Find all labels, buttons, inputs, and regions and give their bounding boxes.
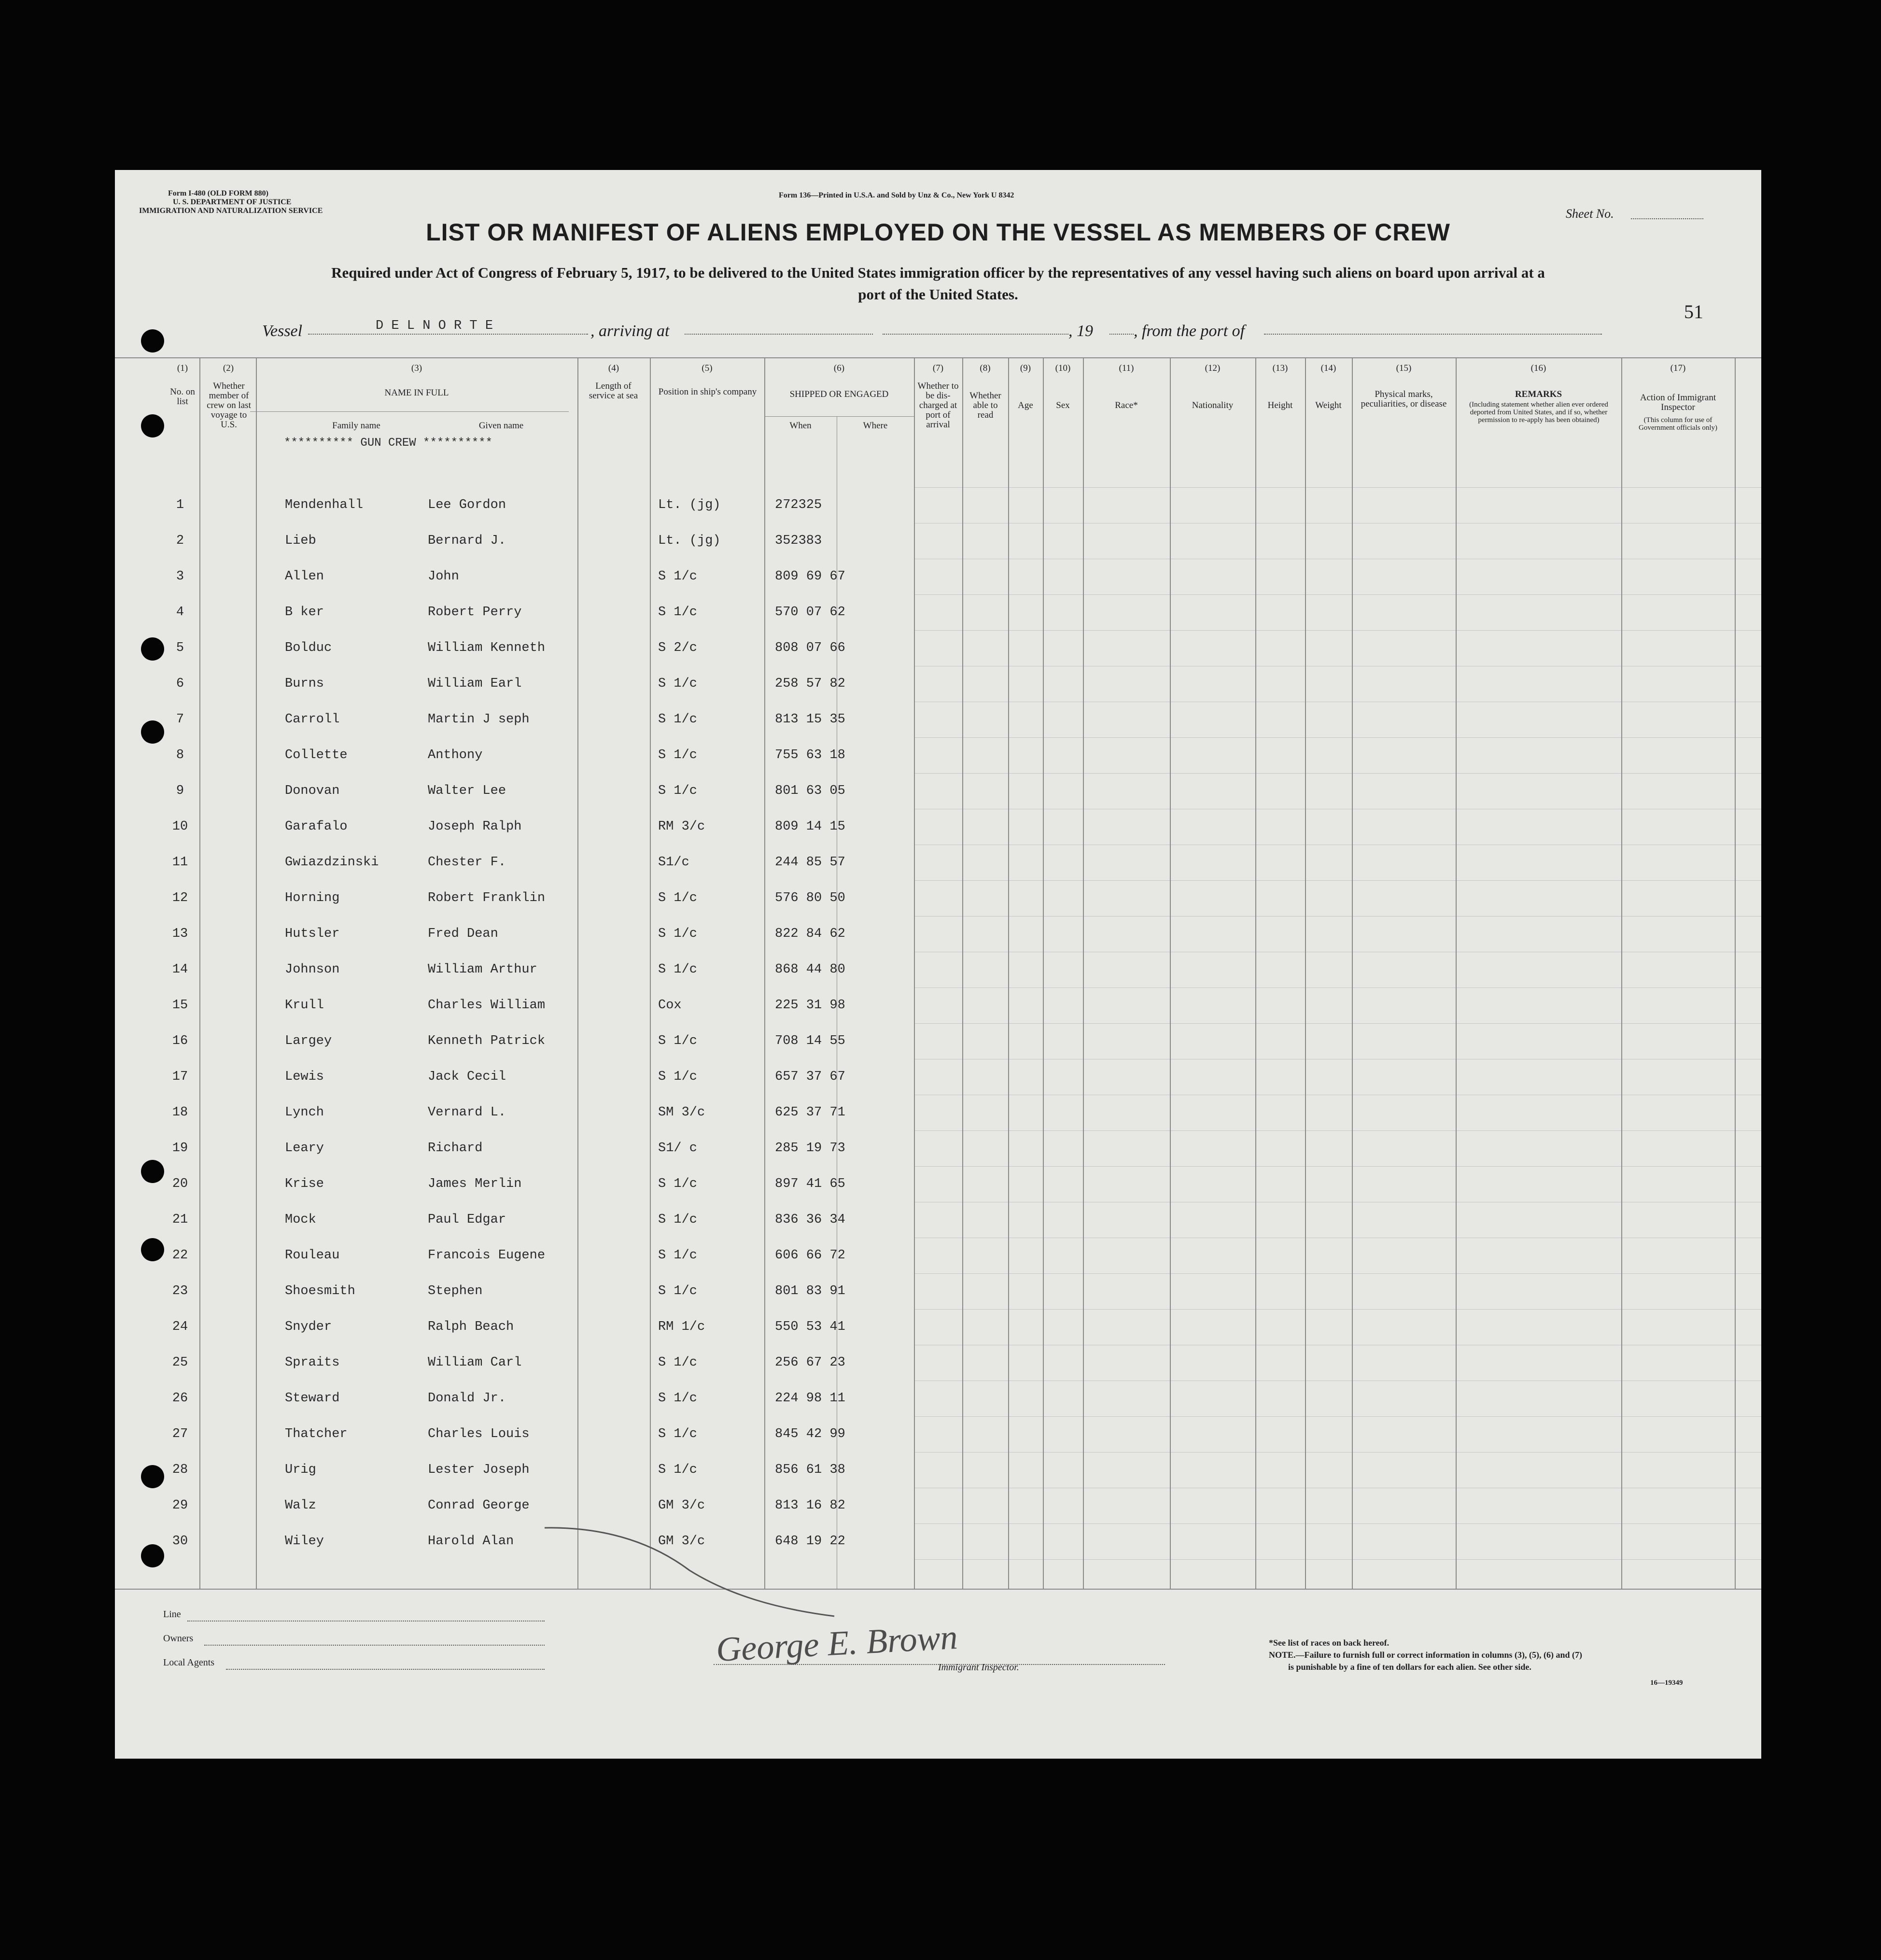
- table-row: [115, 956, 1761, 991]
- position: S 1/c: [658, 1034, 698, 1048]
- col-label-where: Where: [863, 421, 888, 431]
- table-row: [115, 1099, 1761, 1134]
- shipped-when: 272325: [775, 498, 822, 512]
- row-number: 21: [172, 1213, 188, 1227]
- table-row: [115, 1456, 1761, 1492]
- row-number: 6: [176, 677, 184, 691]
- position: RM 3/c: [658, 819, 705, 834]
- row-number: 14: [172, 962, 188, 977]
- arriving-at-field: [685, 322, 873, 335]
- position: S 1/c: [658, 605, 698, 620]
- table-row: [115, 491, 1761, 527]
- owners-field: [204, 1633, 545, 1646]
- shipped-when: 256 67 23: [775, 1355, 845, 1370]
- given-name: Donald Jr.: [428, 1391, 506, 1406]
- punch-hole: [141, 1544, 164, 1567]
- vessel-name: D E L N O R T E: [376, 319, 493, 333]
- races-note: *See list of races on back hereof.: [1269, 1638, 1390, 1648]
- given-name: Chester F.: [428, 855, 506, 870]
- section-label-gun-crew: ********** GUN CREW **********: [284, 437, 493, 450]
- page-number: 51: [1684, 301, 1703, 323]
- family-name: Krise: [285, 1177, 324, 1191]
- department-name: U. S. DEPARTMENT OF JUSTICE: [173, 198, 292, 206]
- family-name: Horning: [285, 891, 340, 905]
- col-num-10: (10): [1055, 363, 1071, 373]
- subtitle-line-2: port of the United States.: [858, 286, 1018, 303]
- col-num-13: (13): [1272, 363, 1288, 373]
- row-number: 7: [176, 712, 184, 727]
- table-row: [115, 1206, 1761, 1241]
- table-row: [115, 813, 1761, 848]
- col-label-physical-marks: Physical marks, peculiarities, or disease: [1361, 389, 1447, 409]
- col-num-7: (7): [932, 363, 944, 373]
- given-name: Walter Lee: [428, 784, 506, 798]
- family-name: Mock: [285, 1213, 316, 1227]
- table-row: [115, 1277, 1761, 1313]
- punch-hole: [141, 720, 164, 744]
- col-label-weight: Weight: [1315, 400, 1342, 410]
- col-label-name-in-full: NAME IN FULL: [384, 388, 449, 398]
- penalty-note-line-1: NOTE.—Failure to furnish full or correct information in columns (3), (5), (6) and (7): [1269, 1650, 1582, 1660]
- col-note-inspector-action: (This column for use of Government officials only): [1638, 416, 1717, 432]
- shipped-when: 813 16 82: [775, 1498, 845, 1513]
- position: RM 1/c: [658, 1320, 705, 1334]
- shipped-when: 224 98 11: [775, 1391, 845, 1406]
- sheet-number-field: [1631, 207, 1703, 219]
- manifest-sheet: [115, 170, 1761, 1759]
- family-name: Donovan: [285, 784, 340, 798]
- position: S 1/c: [658, 1355, 698, 1370]
- family-name: Largey: [285, 1034, 332, 1048]
- col-label-sex: Sex: [1056, 400, 1070, 410]
- col-num-11: (11): [1119, 363, 1134, 373]
- shipped-when: 809 14 15: [775, 819, 845, 834]
- table-row: [115, 848, 1761, 884]
- penalty-note-line-2: is punishable by a fine of ten dollars for each alien. See other side.: [1288, 1662, 1531, 1672]
- page-title: LIST OR MANIFEST OF ALIENS EMPLOYED ON THE VESSEL AS MEMBERS OF CREW: [426, 219, 1450, 246]
- row-number: 4: [176, 605, 184, 620]
- row-number: 24: [172, 1320, 188, 1334]
- col-label-inspector-action: Action of Immigrant Inspector: [1640, 393, 1716, 412]
- col-num-16: (16): [1530, 363, 1546, 373]
- shipped-when: 809 69 67: [775, 569, 845, 584]
- given-name: Stephen: [428, 1284, 483, 1298]
- table-row: [115, 1027, 1761, 1063]
- row-number: 1: [176, 498, 184, 512]
- position: S 1/c: [658, 1177, 698, 1191]
- col-num-5: (5): [702, 363, 713, 373]
- given-name: James Merlin: [428, 1177, 522, 1191]
- family-name: Urig: [285, 1463, 316, 1477]
- table-row: [115, 920, 1761, 956]
- family-name: Burns: [285, 677, 324, 691]
- position: S 1/c: [658, 1427, 698, 1441]
- given-name: Robert Franklin: [428, 891, 546, 905]
- given-name: Harold Alan: [428, 1534, 514, 1549]
- row-number: 20: [172, 1177, 188, 1191]
- row-number: 27: [172, 1427, 188, 1441]
- row-number: 16: [172, 1034, 188, 1048]
- family-name: Spraits: [285, 1355, 340, 1370]
- table-row: [115, 598, 1761, 634]
- col-num-4: (4): [608, 363, 619, 373]
- row-number: 22: [172, 1248, 188, 1263]
- table-row: [115, 1349, 1761, 1384]
- table-row: [115, 1384, 1761, 1420]
- row-number: 10: [172, 819, 188, 834]
- given-name: William Arthur: [428, 962, 537, 977]
- inspector-signature: George E. Brown: [715, 1617, 959, 1669]
- given-name: Ralph Beach: [428, 1320, 514, 1334]
- col-num-17: (17): [1670, 363, 1686, 373]
- given-name: Bernard J.: [428, 534, 506, 548]
- punch-hole: [141, 329, 164, 353]
- col-label-position: Position in ship's company: [658, 387, 757, 397]
- position: GM 3/c: [658, 1534, 705, 1549]
- shipped-when: 822 84 62: [775, 927, 845, 941]
- shipped-when: 258 57 82: [775, 677, 845, 691]
- position: S 1/c: [658, 712, 698, 727]
- shipped-when: 225 31 98: [775, 998, 845, 1013]
- shipped-when: 657 37 67: [775, 1070, 845, 1084]
- family-name: Bolduc: [285, 641, 332, 655]
- shipped-when: 755 63 18: [775, 748, 845, 762]
- sheet-number-label: Sheet No.: [1566, 207, 1614, 221]
- shipped-when: 285 19 73: [775, 1141, 845, 1156]
- col-label-family-name: Family name: [332, 421, 380, 431]
- table-row: [115, 1527, 1761, 1563]
- family-name: Mendenhall: [285, 498, 364, 512]
- shipped-when: 606 66 72: [775, 1248, 845, 1263]
- given-name: Francois Eugene: [428, 1248, 546, 1263]
- col-label-nationality: Nationality: [1192, 400, 1234, 410]
- family-name: Carroll: [285, 712, 340, 727]
- col-num-6: (6): [833, 363, 845, 373]
- col-label-length-of-service: Length of service at sea: [589, 381, 638, 401]
- table-row: [115, 563, 1761, 598]
- col-label-last-voyage: Whether member of crew on last voyage to U.S.: [207, 381, 251, 430]
- col-num-3: (3): [411, 363, 422, 373]
- family-name: Johnson: [285, 962, 340, 977]
- position: SM 3/c: [658, 1105, 705, 1120]
- position: S1/ c: [658, 1141, 698, 1156]
- row-number: 9: [176, 784, 184, 798]
- table-row: [115, 777, 1761, 813]
- given-name: Conrad George: [428, 1498, 530, 1513]
- form-id: Form I-480 (OLD FORM 880): [168, 189, 268, 197]
- row-number: 18: [172, 1105, 188, 1120]
- given-name: William Earl: [428, 677, 522, 691]
- punch-hole: [141, 1465, 164, 1488]
- given-name: Paul Edgar: [428, 1213, 506, 1227]
- given-name: Martin J seph: [428, 712, 530, 727]
- position: S 1/c: [658, 1391, 698, 1406]
- punch-hole: [141, 1238, 164, 1261]
- row-number: 26: [172, 1391, 188, 1406]
- row-number: 30: [172, 1534, 188, 1549]
- row-number: 3: [176, 569, 184, 584]
- local-agents-label: Local Agents: [163, 1657, 215, 1668]
- position: S 1/c: [658, 748, 698, 762]
- family-name: Lewis: [285, 1070, 324, 1084]
- shipped-when: 550 53 41: [775, 1320, 845, 1334]
- family-name: Snyder: [285, 1320, 332, 1334]
- family-name: Hutsler: [285, 927, 340, 941]
- shipped-when: 897 41 65: [775, 1177, 845, 1191]
- col-label-no-on-list: No. on list: [170, 387, 195, 407]
- given-name: Charles Louis: [428, 1427, 530, 1441]
- table-row: [115, 1170, 1761, 1206]
- family-name: Lynch: [285, 1105, 324, 1120]
- family-name: Wiley: [285, 1534, 324, 1549]
- given-name: Kenneth Patrick: [428, 1034, 546, 1048]
- table-row: [115, 991, 1761, 1027]
- given-name: Jack Cecil: [428, 1070, 506, 1084]
- pen-stroke: [545, 1522, 844, 1619]
- col-num-12: (12): [1205, 363, 1221, 373]
- arriving-at-label: , arriving at: [590, 322, 670, 340]
- given-name: William Carl: [428, 1355, 522, 1370]
- position: S 1/c: [658, 1213, 698, 1227]
- shipped-when: 801 83 91: [775, 1284, 845, 1298]
- col-num-1: (1): [177, 363, 188, 373]
- name-subheader-rule: [250, 411, 569, 412]
- family-name: B ker: [285, 605, 324, 620]
- table-top-rule: [115, 357, 1761, 358]
- table-row: [115, 1063, 1761, 1099]
- family-name: Lieb: [285, 534, 316, 548]
- from-port-field: [1264, 322, 1602, 335]
- position: S 1/c: [658, 962, 698, 977]
- family-name: Garafalo: [285, 819, 348, 834]
- year-prefix: , 19: [1068, 322, 1093, 340]
- given-name: Charles William: [428, 998, 546, 1013]
- line-field: [187, 1609, 545, 1622]
- given-name: Joseph Ralph: [428, 819, 522, 834]
- position: GM 3/c: [658, 1498, 705, 1513]
- subtitle-line-1: Required under Act of Congress of February 5, 1917, to be delivered to the United States immigration officer by the representatives of any vessel having such aliens on board upon arrival at a: [331, 264, 1545, 281]
- family-name: Allen: [285, 569, 324, 584]
- immigrant-inspector-label: Immigrant Inspector.: [938, 1662, 1019, 1673]
- shipped-when: 576 80 50: [775, 891, 845, 905]
- col-label-given-name: Given name: [478, 421, 524, 431]
- position: S 1/c: [658, 891, 698, 905]
- col-num-9: (9): [1020, 363, 1031, 373]
- shipped-when: 868 44 80: [775, 962, 845, 977]
- table-row: [115, 1241, 1761, 1277]
- col-label-race: Race*: [1115, 400, 1138, 410]
- table-row: [115, 1492, 1761, 1527]
- row-number: 12: [172, 891, 188, 905]
- table-row: [115, 741, 1761, 777]
- table-bottom-rule: [115, 1589, 1761, 1590]
- given-name: Lester Joseph: [428, 1463, 530, 1477]
- local-agents-field: [226, 1657, 545, 1670]
- family-name: Walz: [285, 1498, 316, 1513]
- shipped-when: 352383: [775, 534, 822, 548]
- position: S 1/c: [658, 784, 698, 798]
- punch-hole: [141, 1160, 164, 1183]
- position: S 1/c: [658, 677, 698, 691]
- family-name: Krull: [285, 998, 324, 1013]
- vessel-label: Vessel: [262, 322, 303, 340]
- position: S 2/c: [658, 641, 698, 655]
- col-num-14: (14): [1320, 363, 1336, 373]
- row-number: 11: [172, 855, 188, 870]
- family-name: Shoesmith: [285, 1284, 355, 1298]
- row-number: 25: [172, 1355, 188, 1370]
- col-num-2: (2): [223, 363, 234, 373]
- position: S1/c: [658, 855, 689, 870]
- shipped-when: 648 19 22: [775, 1534, 845, 1549]
- shipped-when: 845 42 99: [775, 1427, 845, 1441]
- table-row: [115, 1420, 1761, 1456]
- table-row: [115, 527, 1761, 563]
- row-number: 2: [176, 534, 184, 548]
- col-num-8: (8): [980, 363, 991, 373]
- printer-note: Form 136—Printed in U.S.A. and Sold by Unz & Co., New York U 8342: [779, 191, 1014, 199]
- shipped-when: 244 85 57: [775, 855, 845, 870]
- row-number: 5: [176, 641, 184, 655]
- row-number: 29: [172, 1498, 188, 1513]
- row-number: 19: [172, 1141, 188, 1156]
- family-name: Leary: [285, 1141, 324, 1156]
- shipped-when: 808 07 66: [775, 641, 845, 655]
- row-number: 28: [172, 1463, 188, 1477]
- family-name: Collette: [285, 748, 348, 762]
- table-row: [115, 670, 1761, 705]
- position: S 1/c: [658, 1463, 698, 1477]
- col-label-able-to-read: Whether able to read: [969, 391, 1001, 420]
- row-number: 17: [172, 1070, 188, 1084]
- position: Lt. (jg): [658, 534, 721, 548]
- position: Cox: [658, 998, 682, 1013]
- shipped-when: 801 63 05: [775, 784, 845, 798]
- position: Lt. (jg): [658, 498, 721, 512]
- col-label-height: Height: [1267, 400, 1293, 410]
- col-label-shipped-or-engaged: SHIPPED OR ENGAGED: [789, 389, 889, 399]
- given-name: Robert Perry: [428, 605, 522, 620]
- arrival-date-field: [883, 322, 1068, 335]
- family-name: Gwiazdzinski: [285, 855, 379, 870]
- family-name: Steward: [285, 1391, 340, 1406]
- col-label-remarks: REMARKS: [1515, 389, 1562, 399]
- given-name: Anthony: [428, 748, 483, 762]
- shipped-when: 570 07 62: [775, 605, 845, 620]
- shipped-when: 813 15 35: [775, 712, 845, 727]
- table-row: [115, 634, 1761, 670]
- row-number: 13: [172, 927, 188, 941]
- given-name: Lee Gordon: [428, 498, 506, 512]
- table-row: [115, 884, 1761, 920]
- punch-hole: [141, 414, 164, 437]
- year-field: [1109, 322, 1134, 335]
- shipped-when: 836 36 34: [775, 1213, 845, 1227]
- shipped-when: 625 37 71: [775, 1105, 845, 1120]
- row-rule: [914, 487, 1761, 488]
- shipped-subheader-rule: [764, 416, 914, 417]
- family-name: Thatcher: [285, 1427, 348, 1441]
- col-label-age: Age: [1018, 400, 1033, 410]
- given-name: Richard: [428, 1141, 483, 1156]
- owners-label: Owners: [163, 1633, 194, 1644]
- punch-hole: [141, 637, 164, 661]
- row-number: 15: [172, 998, 188, 1013]
- line-label: Line: [163, 1609, 181, 1620]
- table-row: [115, 705, 1761, 741]
- position: S 1/c: [658, 1248, 698, 1263]
- row-number: 23: [172, 1284, 188, 1298]
- position: S 1/c: [658, 1070, 698, 1084]
- given-name: Fred Dean: [428, 927, 498, 941]
- table-row: [115, 1134, 1761, 1170]
- given-name: John: [428, 569, 459, 584]
- table-row: [115, 1313, 1761, 1349]
- col-note-remarks: (Including statement whether alien ever ordered deported from United States, and if so, whether permission to re-apply has been obtained): [1469, 401, 1608, 424]
- shipped-when: 708 14 55: [775, 1034, 845, 1048]
- col-num-15: (15): [1396, 363, 1412, 373]
- given-name: Vernard L.: [428, 1105, 506, 1120]
- family-name: Rouleau: [285, 1248, 340, 1263]
- from-port-label: , from the port of: [1134, 322, 1245, 340]
- given-name: William Kenneth: [428, 641, 546, 655]
- col-label-when: When: [789, 421, 812, 431]
- shipped-when: 856 61 38: [775, 1463, 845, 1477]
- service-name: IMMIGRATION AND NATURALIZATION SERVICE: [139, 207, 323, 215]
- position: S 1/c: [658, 569, 698, 584]
- form-code: 16—19349: [1650, 1679, 1683, 1687]
- position: S 1/c: [658, 927, 698, 941]
- row-number: 8: [176, 748, 184, 762]
- position: S 1/c: [658, 1284, 698, 1298]
- col-label-discharged: Whether to be dis-charged at port of arrival: [917, 381, 959, 430]
